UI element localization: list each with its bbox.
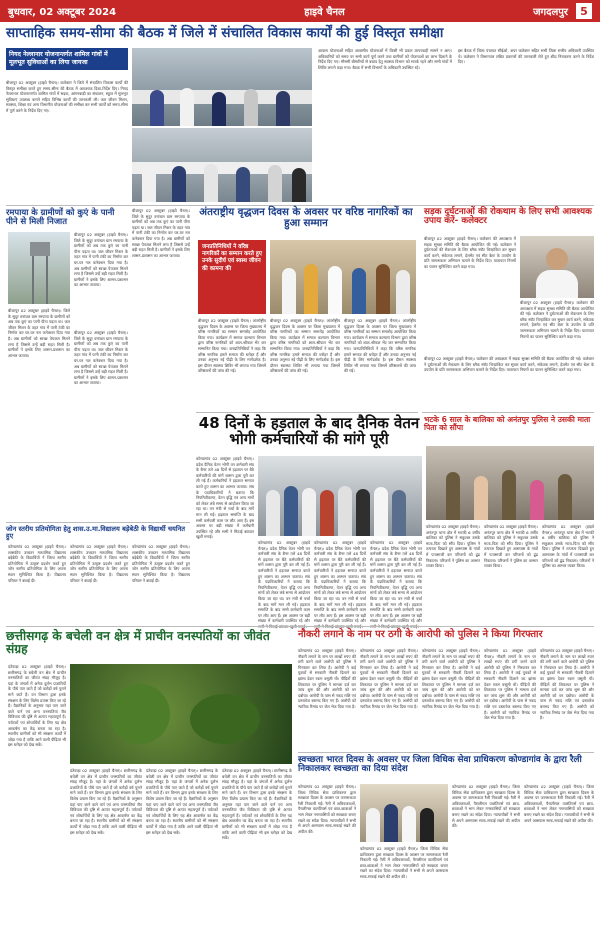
- divider: [6, 205, 594, 206]
- article-8-body-3: दंतेवाड़ा 02 अक्टूबर (हाइवे चैनल)। छत्तीसगढ़ के बचेली वन क्षेत्र में प्राचीन वनस्पतियों का जीवंत संग्रह मौजूद है। यहां के जंगलों में अनेक दुर्लभ प्रजातियों के पौधे पाए जाते हैं जो करोड़ों वर्ष पुराने माने जाते हैं। वन विभाग द्वारा इनके संरक्षण के लिए विशेष प्रयास किए जा रहे हैं। वैज्ञानिकों के अनुसार यहां पाए जाने वाले फर्न एवं अन्य वनस्पतियां जैव विविधता की दृष्टि से अत्यंत महत्वपूर्ण हैं। पर्यटकों एवं शोधार्थियों के लिए यह क्षेत्र आकर्षण का केंद्र बनता जा रहा है। स्थानीय ग्रामीणों को भी संरक्षण कार्यों में जोड़ा गया है ताकि आने वाली पीढ़ियां भी इस धरोहर को देख सकें।: [146, 768, 218, 835]
- article-1-subhead: नियद नेल्लानार योजनान्तर्गत शामिल गांवों में मूलभूत सुविधाओं का लिया जायजा: [6, 48, 128, 70]
- article-8-body-2: दंतेवाड़ा 02 अक्टूबर (हाइवे चैनल)। छत्तीसगढ़ के बचेली वन क्षेत्र में प्राचीन वनस्पतियों का जीवंत संग्रह मौजूद है। यहां के जंगलों में अनेक दुर्लभ प्रजातियों के पौधे पाए जाते हैं जो करोड़ों वर्ष पुराने माने जाते हैं। वन विभाग द्वारा इनके संरक्षण के लिए विशेष प्रयास किए जा रहे हैं। वैज्ञानिकों के अनुसार यहां पाए जाने वाले फर्न एवं अन्य वनस्पतियां जैव विविधता की दृष्टि से अत्यंत महत्वपूर्ण हैं। पर्यटकों एवं शोधार्थियों के लिए यह क्षेत्र आकर्षण का केंद्र बनता जा रहा है। स्थानीय ग्रामीणों को भी संरक्षण कार्यों में जोड़ा गया है ताकि आने वाली पीढ़ियां भी इस धरोहर को देख सकें।: [70, 768, 142, 835]
- strike-photo: [258, 456, 422, 536]
- article-9-headline: नौकरी लगाने के नाम पर ठगी के आरोपी को पुलिस ने किया गिरफ्तार: [298, 629, 543, 640]
- article-1-body: बीजापुर 02 अक्टूबर (हाइवे चैनल)। कलेक्टर ने जिले में संचालित विकास कार्यों की विस्तृत समीक्षा करते हुए समय-सीमा की बैठक में आवश्यक दिशा-निर्देश दिए। नियद नेल्लानार योजनान्तर्गत शामिल गांवों में सड़क, आंगनबाड़ी का संचालन, स्कूल में मूलभूत सुविधाएं उपलब्ध कराने सहित विभिन्न कार्यों की जानकारी ली। जल जीवन मिशन, स्वास्थ्य, शिक्षा एवं अन्य विभागीय योजनाओं की समीक्षा कर सभी कार्यों को समय-सीमा में पूर्ण करने के निर्देश दिए गए।: [6, 80, 128, 113]
- article-1-body-2: आवास योजनाओं सहित आवासीय योजनाओं में किसी भी प्रकार लापरवाही सामने न आए। अधिकारियों को समय पर सभी कार्य पूर्ण करने तथा ग्रामीणों को योजनाओं का लाभ दिलाने के निर्देश दिए गए। मौसमी बीमारियों से बचाव हेतु स्वास्थ्य विभाग को सतर्क रहने और सभी गांवों में शिविर लगाने कहा गया। बैठक में सभी विभागों के अधिकारी उपस्थित रहे।: [318, 48, 452, 70]
- article-7-body-3: कोण्डागांव 02 अक्टूबर (हाइवे चैनल)। प्रदेश दैनिक वेतन भोगी वन कर्मचारी संघ के बैनर तले 48 दिनों से हड़ताल पर बैठे कर्मचारियों की मांगें शासन द्वारा पूरी कर ली गई हैं। कर्मचारियों ने हड़ताल समाप्त करते हुए शासन का आभार जताया। संघ के पदाधिकारियों ने बताया कि नियमितीकरण, वेतन वृद्धि एवं अन्य मांगों को लेकर लंबे समय से आंदोलन किया जा रहा था। वन मंत्री से चर्चा के बाद मांगें मान ली गईं। हड़ताल समाप्ति के बाद सभी कर्मचारी काम पर लौट आए हैं। इस अवसर पर बड़ी संख्या में कर्मचारी उपस्थित रहे और: [314, 540, 366, 624]
- article-7-headline: 48 दिनों के हड़ताल के बाद दैनिक वेतन भोगी कर्मचारियों की मांगे पूरी: [198, 414, 420, 448]
- article-4-body-1: बीजापुर 02 अक्टूबर (हाइवे चैनल)। अंतर्राष्ट्रीय वृद्धजन दिवस के अवसर पर जिला मुख्यालय में वरिष्ठ नागरिकों का सम्मान समारोह आयोजित किया गया। कार्यक्रम में समाज कल्याण विभाग द्वारा वरिष्ठ नागरिकों को शाल-श्रीफल भेंट कर सम्मानित किया गया। जनप्रतिनिधियों ने कहा कि वरिष्ठ नागरिक हमारे समाज की धरोहर हैं और उनका अनुभव नई पीढ़ी के लिए मार्गदर्शक है। इस दौरान स्वास्थ्य शिविर भी लगाया गया जिसमें वरिष्ठजनों की जांच की गई।: [198, 318, 266, 374]
- article-10-headline: स्वच्छता भारत दिवस के अवसर पर जिला विधिक सेवा प्राधिकरण कोण्डागांव के द्वारा रैली निकालकर स्वच्छता का दिया संदेश: [298, 755, 582, 775]
- collector-photo: [520, 236, 594, 298]
- meeting-photo-2: [132, 128, 312, 202]
- article-10-body-4: कोण्डागांव 02 अक्टूबर (हाइवे चैनल)। जिला विधिक सेवा प्राधिकरण द्वारा स्वच्छता दिवस के अवसर पर जागरूकता रैली निकाली गई। रैली में अधिवक्ताओं, पैरालीगल वालंटियर्स एवं छात्र-छात्राओं ने भाग लेकर नगरवासियों को स्वच्छता बनाए रखने का संदेश दिया। न्यायाधीशों ने सभी से अपने आसपास साफ-सफाई रखने की अपील की।: [524, 784, 594, 823]
- article-9-body-3: कोण्डागांव 02 अक्टूबर (हाइवे चैनल)। नौकरी लगाने के नाम पर लाखों रुपए की ठगी करने वाले आरोपी को पुलिस ने गिरफ्तार कर लिया है। आरोपी ने कई युवकों से सरकारी नौकरी दिलाने का झांसा देकर रकम वसूली थी। पीड़ितों की शिकायत पर पुलिस ने मामला दर्ज कर जांच शुरू की और आरोपी को धर दबोचा। आरोपी के पास से नकद राशि एवं दस्तावेज बरामद किए गए हैं। आरोपी को न्यायिक रिमांड पर जेल भेज दिया गया है।: [422, 648, 480, 709]
- article-8-body-4: दंतेवाड़ा 02 अक्टूबर (हाइवे चैनल)। छत्तीसगढ़ के बचेली वन क्षेत्र में प्राचीन वनस्पतियों का जीवंत संग्रह मौजूद है। यहां के जंगलों में अनेक दुर्लभ प्रजातियों के पौधे पाए जाते हैं जो करोड़ों वर्ष पुराने माने जाते हैं। वन विभाग द्वारा इनके संरक्षण के लिए विशेष प्रयास किए जा रहे हैं। वैज्ञानिकों के अनुसार यहां पाए जाने वाले फर्न एवं अन्य वनस्पतियां जैव विविधता की दृष्टि से अत्यंत महत्वपूर्ण हैं। पर्यटकों एवं शोधार्थियों के लिए यह क्षेत्र आकर्षण का केंद्र बनता जा रहा है। स्थानीय ग्रामीणों को भी संरक्षण कार्यों में जोड़ा गया है ताकि आने वाली पीढ़ियां भी इस धरोहर को देख सकें।: [222, 768, 292, 841]
- issue-date: बुधवार, 02 अक्टूबर 2024: [8, 7, 117, 18]
- article-2-body-2: बीजापुर 02 अक्टूबर (हाइवे चैनल)। जिले के सुदूर वनांचल ग्राम रमपाया के ग्रामीणों को अब तक कुएं का पानी पीना पड़ता था। जल जीवन मिशन के तहत गांव में पानी टंकी का निर्माण कर घर-घर नल कनेक्शन दिया गया है। अब ग्रामीणों को स्वच्छ पेयजल मिलने लगा है जिससे उन्हें बड़ी राहत मिली है। ग्रामीणों ने इसके लिए शासन-प्रशासन का आभार जताया।: [8, 308, 70, 358]
- article-6-body-2: कोण्डागांव 02 अक्टूबर (हाइवे चैनल)। अनंतपुर थाना क्षेत्र में भटकी 6 वर्षीय बालिका को पुलिस ने सकुशल उसके माता-पिता को सौंप दिया। पुलिस ने तत्परता दिखाते हुए आसपास के गांवों में पतासाजी कर परिजनों को ढूंढ निकाला। परिजनों ने पुलिस का आभार व्यक्त किया।: [484, 524, 538, 569]
- article-5-body-1: बीजापुर 02 अक्टूबर (हाइवे चैनल)। कलेक्टर की अध्यक्षता में सड़क सुरक्षा समिति की बैठक आयोजित की गई। कलेक्टर ने दुर्घटनाओं की रोकथाम के लिए ब्लैक स्पॉट चिन्हांकित कर सुधार कार्य करने, संकेतक लगाने, हेलमेट एवं सीट बेल्ट के उपयोग के प्रति जागरूकता अभियान चलाने के निर्देश दिए। यातायात नियमों का पालन सुनिश्चित करने कहा गया।: [424, 236, 516, 269]
- article-4-box: जनप्रतिनिधियों ने वरिष्ठ नागरिकों का सम्मान करते हुए उनके सुदीर्घ एवं स्वस्थ जीवन की कामना की: [198, 240, 266, 314]
- article-6-body-3: कोण्डागांव 02 अक्टूबर (हाइवे चैनल)। अनंतपुर थाना क्षेत्र में भटकी 6 वर्षीय बालिका को पुलिस ने सकुशल उसके माता-पिता को सौंप दिया। पुलिस ने तत्परता दिखाते हुए आसपास के गांवों में पतासाजी कर परिजनों को ढूंढ निकाला। परिजनों ने पुलिस का आभार व्यक्त किया।: [542, 524, 594, 569]
- page-number: 5: [576, 3, 592, 19]
- article-5-headline: सड़क दुर्घटनाओं की रोकथाम के लिए सभी आवश्यक उपाय करें- कलेक्टर: [424, 207, 592, 227]
- article-3-body-3: कोण्डागांव 02 अक्टूबर (हाइवे चैनल)। शासकीय उच्चतर माध्यमिक विद्यालय बड़ेबेठी के विद्यार्थियों ने जिला स्तरीय प्रतियोगिता में उत्कृष्ट प्रदर्शन करते हुए जोन स्तरीय प्रतियोगिता के लिए अपना स्थान सुनिश्चित किया है। विद्यालय परिवार ने बधाई दी।: [132, 544, 190, 583]
- water-tank-photo: [8, 232, 70, 304]
- senior-citizens-photo: [270, 240, 416, 314]
- city-name: जगदलपुर: [533, 7, 568, 18]
- article-9-body-1: कोण्डागांव 02 अक्टूबर (हाइवे चैनल)। नौकरी लगाने के नाम पर लाखों रुपए की ठगी करने वाले आरोपी को पुलिस ने गिरफ्तार कर लिया है। आरोपी ने कई युवकों से सरकारी नौकरी दिलाने का झांसा देकर रकम वसूली थी। पीड़ितों की शिकायत पर पुलिस ने मामला दर्ज कर जांच शुरू की और आरोपी को धर दबोचा। आरोपी के पास से नकद राशि एवं दस्तावेज बरामद किए गए हैं। आरोपी को न्यायिक रिमांड पर जेल भेज दिया गया है।: [298, 648, 356, 709]
- article-3-headline: जोन स्तरीय प्रतियोगिता हेतु शास.उ.मा.विद्यालय बड़ेबेठी के विद्यार्थी चयनित हुए: [6, 525, 185, 540]
- article-1-body-3: इस बैठक में जिला पंचायत सीईओ, अपर कलेक्टर सहित सभी जिला स्तरीय अधिकारी उपस्थित थे। कलेक्टर ने विभागवार लंबित प्रकरणों की जानकारी लेते हुए शीघ्र निराकरण करने के निर्देश दिए।: [458, 48, 594, 65]
- article-10-body-2: कोण्डागांव 02 अक्टूबर (हाइवे चैनल)। जिला विधिक सेवा प्राधिकरण द्वारा स्वच्छता दिवस के अवसर पर जागरूकता रैली निकाली गई। रैली में अधिवक्ताओं, पैरालीगल वालंटियर्स एवं छात्र-छात्राओं ने भाग लेकर नगरवासियों को स्वच्छता बनाए रखने का संदेश दिया। न्यायाधीशों ने सभी से अपने आसपास साफ-सफाई रखने की अपील की।: [360, 846, 448, 879]
- article-7-body-2: कोण्डागांव 02 अक्टूबर (हाइवे चैनल)। प्रदेश दैनिक वेतन भोगी वन कर्मचारी संघ के बैनर तले 48 दिनों से हड़ताल पर बैठे कर्मचारियों की मांगें शासन द्वारा पूरी कर ली गई हैं। कर्मचारियों ने हड़ताल समाप्त करते हुए शासन का आभार जताया। संघ के पदाधिकारियों ने बताया कि नियमितीकरण, वेतन वृद्धि एवं अन्य मांगों को लेकर लंबे समय से आंदोलन किया जा रहा था। वन मंत्री से चर्चा के बाद मांगें मान ली गईं। हड़ताल समाप्ति के बाद सभी कर्मचारी काम पर लौट आए हैं। इस अवसर पर बड़ी संख्या में कर्मचारी उपस्थित रहे और: [258, 540, 310, 624]
- article-6-body-1: कोण्डागांव 02 अक्टूबर (हाइवे चैनल)। अनंतपुर थाना क्षेत्र में भटकी 6 वर्षीय बालिका को पुलिस ने सकुशल उसके माता-पिता को सौंप दिया। पुलिस ने तत्परता दिखाते हुए आसपास के गांवों में पतासाजी कर परिजनों को ढूंढ निकाला। परिजनों ने पुलिस का आभार व्यक्त किया।: [426, 524, 480, 569]
- article-9-body-5: कोण्डागांव 02 अक्टूबर (हाइवे चैनल)। नौकरी लगाने के नाम पर लाखों रुपए की ठगी करने वाले आरोपी को पुलिस ने गिरफ्तार कर लिया है। आरोपी ने कई युवकों से सरकारी नौकरी दिलाने का झांसा देकर रकम वसूली थी। पीड़ितों की शिकायत पर पुलिस ने मामला दर्ज कर जांच शुरू की और आरोपी को धर दबोचा। आरोपी के पास से नकद राशि एवं दस्तावेज बरामद किए गए हैं। आरोपी को न्यायिक रिमांड पर जेल भेज दिया गया है।: [540, 648, 594, 721]
- article-9-body-4: कोण्डागांव 02 अक्टूबर (हाइवे चैनल)। नौकरी लगाने के नाम पर लाखों रुपए की ठगी करने वाले आरोपी को पुलिस ने गिरफ्तार कर लिया है। आरोपी ने कई युवकों से सरकारी नौकरी दिलाने का झांसा देकर रकम वसूली थी। पीड़ितों की शिकायत पर पुलिस ने मामला दर्ज कर जांच शुरू की और आरोपी को धर दबोचा। आरोपी के पास से नकद राशि एवं दस्तावेज बरामद किए गए हैं। आरोपी को न्यायिक रिमांड पर जेल भेज दिया गया है।: [484, 648, 536, 721]
- article-8-body-1: दंतेवाड़ा 02 अक्टूबर (हाइवे चैनल)। छत्तीसगढ़ के बचेली वन क्षेत्र में प्राचीन वनस्पतियों का जीवंत संग्रह मौजूद है। यहां के जंगलों में अनेक दुर्लभ प्रजातियों के पौधे पाए जाते हैं जो करोड़ों वर्ष पुराने माने जाते हैं। वन विभाग द्वारा इनके संरक्षण के लिए विशेष प्रयास किए जा रहे हैं। वैज्ञानिकों के अनुसार यहां पाए जाने वाले फर्न एवं अन्य वनस्पतियां जैव विविधता की दृष्टि से अत्यंत महत्वपूर्ण हैं। पर्यटकों एवं शोधार्थियों के लिए यह क्षेत्र आकर्षण का केंद्र बनता जा रहा है। स्थानीय ग्रामीणों को भी संरक्षण कार्यों में जोड़ा गया है ताकि आने वाली पीढ़ियां भी इस धरोहर को देख सकें।: [8, 664, 66, 748]
- article-10-body-3: कोण्डागांव 02 अक्टूबर (हाइवे चैनल)। जिला विधिक सेवा प्राधिकरण द्वारा स्वच्छता दिवस के अवसर पर जागरूकता रैली निकाली गई। रैली में अधिवक्ताओं, पैरालीगल वालंटियर्स एवं छात्र-छात्राओं ने भाग लेकर नगरवासियों को स्वच्छता बनाए रखने का संदेश दिया। न्यायाधीशों ने सभी से अपने आसपास साफ-सफाई रखने की अपील की।: [452, 784, 520, 829]
- article-4-body-2: बीजापुर 02 अक्टूबर (हाइवे चैनल)। अंतर्राष्ट्रीय वृद्धजन दिवस के अवसर पर जिला मुख्यालय में वरिष्ठ नागरिकों का सम्मान समारोह आयोजित किया गया। कार्यक्रम में समाज कल्याण विभाग द्वारा वरिष्ठ नागरिकों को शाल-श्रीफल भेंट कर सम्मानित किया गया। जनप्रतिनिधियों ने कहा कि वरिष्ठ नागरिक हमारे समाज की धरोहर हैं और उनका अनुभव नई पीढ़ी के लिए मार्गदर्शक है। इस दौरान स्वास्थ्य शिविर भी लगाया गया जिसमें वरिष्ठजनों की जांच की गई।: [270, 318, 340, 374]
- rally-photo: [360, 784, 448, 842]
- article-2-body-4: बीजापुर 02 अक्टूबर (हाइवे चैनल)। जिले के सुदूर वनांचल ग्राम रमपाया के ग्रामीणों को अब तक कुएं का पानी पीना पड़ता था। जल जीवन मिशन के तहत गांव में पानी टंकी का निर्माण कर घर-घर नल कनेक्शन दिया गया है। अब ग्रामीणों को स्वच्छ पेयजल मिलने लगा है जिससे उन्हें बड़ी राहत मिली है। ग्रामीणों ने इसके लिए शासन-प्रशासन का आभार जताया।: [132, 208, 190, 258]
- article-7-body-4: कोण्डागांव 02 अक्टूबर (हाइवे चैनल)। प्रदेश दैनिक वेतन भोगी वन कर्मचारी संघ के बैनर तले 48 दिनों से हड़ताल पर बैठे कर्मचारियों की मांगें शासन द्वारा पूरी कर ली गई हैं। कर्मचारियों ने हड़ताल समाप्त करते हुए शासन का आभार जताया। संघ के पदाधिकारियों ने बताया कि नियमितीकरण, वेतन वृद्धि एवं अन्य मांगों को लेकर लंबे समय से आंदोलन किया जा रहा था। वन मंत्री से चर्चा के बाद मांगें मान ली गईं। हड़ताल समाप्ति के बाद सभी कर्मचारी काम पर लौट आए हैं। इस अवसर पर बड़ी संख्या में कर्मचारी उपस्थित रहे और: [370, 540, 422, 624]
- article-1-headline: साप्ताहिक समय-सीमा की बैठक में जिले में संचालित विकास कार्यों की हुई विस्तृत समीक्षा: [6, 25, 444, 41]
- forest-plants-photo: [70, 664, 292, 764]
- article-2-headline: रमपाया के ग्रामीणों को कुएं के पानी पीने से मिली निजात: [6, 207, 115, 226]
- article-8-headline: छत्तीसगढ़ के बचेली वन क्षेत्र में प्राचीन वनस्पतियों का जीवंत संग्रह: [6, 629, 270, 656]
- article-2-body-1: बीजापुर 02 अक्टूबर (हाइवे चैनल)। जिले के सुदूर वनांचल ग्राम रमपाया के ग्रामीणों को अब तक कुएं का पानी पीना पड़ता था। जल जीवन मिशन के तहत गांव में पानी टंकी का निर्माण कर घर-घर नल कनेक्शन दिया गया है। अब ग्रामीणों को स्वच्छ पेयजल मिलने लगा है जिससे उन्हें बड़ी राहत मिली है। ग्रामीणों ने इसके लिए शासन-प्रशासन का आभार जताया।: [74, 232, 128, 288]
- masthead: [0, 0, 600, 22]
- article-2-body-3: बीजापुर 02 अक्टूबर (हाइवे चैनल)। जिले के सुदूर वनांचल ग्राम रमपाया के ग्रामीणों को अब तक कुएं का पानी पीना पड़ता था। जल जीवन मिशन के तहत गांव में पानी टंकी का निर्माण कर घर-घर नल कनेक्शन दिया गया है। अब ग्रामीणों को स्वच्छ पेयजल मिलने लगा है जिससे उन्हें बड़ी राहत मिली है। ग्रामीणों ने इसके लिए शासन-प्रशासन का आभार जताया।: [74, 330, 128, 386]
- article-5-body-3: बीजापुर 02 अक्टूबर (हाइवे चैनल)। कलेक्टर की अध्यक्षता में सड़क सुरक्षा समिति की बैठक आयोजित की गई। कलेक्टर ने दुर्घटनाओं की रोकथाम के लिए ब्लैक स्पॉट चिन्हांकित कर सुधार कार्य करने, संकेतक लगाने, हेलमेट एवं सीट बेल्ट के उपयोग के प्रति जागरूकता अभियान चलाने के निर्देश दिए। यातायात नियमों का पालन सुनिश्चित करने कहा गया।: [424, 356, 594, 373]
- police-photo: [426, 446, 594, 520]
- article-6-headline: भटके 6 साल के बालिका को अनंतपुर पुलिस ने उसकी माता पिता को सौंपा: [424, 415, 591, 432]
- article-7-body-1: कोण्डागांव 02 अक्टूबर (हाइवे चैनल)। प्रदेश दैनिक वेतन भोगी वन कर्मचारी संघ के बैनर तले 48 दिनों से हड़ताल पर बैठे कर्मचारियों की मांगें शासन द्वारा पूरी कर ली गई हैं। कर्मचारियों ने हड़ताल समाप्त करते हुए शासन का आभार जताया। संघ के पदाधिकारियों ने बताया कि नियमितीकरण, वेतन वृद्धि एवं अन्य मांगों को लेकर लंबे समय से आंदोलन किया जा रहा था। वन मंत्री से चर्चा के बाद मांगें मान ली गईं। हड़ताल समाप्ति के बाद सभी कर्मचारी काम पर लौट आए हैं। इस अवसर पर बड़ी संख्या में कर्मचारी उपस्थित रहे और सभी ने मिठाई बांटकर खुशी मनाई।: [196, 456, 254, 540]
- article-4-headline: अंतराष्ट्रीय वृद्धजन दिवस के अवसर पर वरिष्ठ नागरिकों का हुआ सम्मान: [199, 207, 413, 229]
- article-5-body-2: बीजापुर 02 अक्टूबर (हाइवे चैनल)। कलेक्टर की अध्यक्षता में सड़क सुरक्षा समिति की बैठक आयोजित की गई। कलेक्टर ने दुर्घटनाओं की रोकथाम के लिए ब्लैक स्पॉट चिन्हांकित कर सुधार कार्य करने, संकेतक लगाने, हेलमेट एवं सीट बेल्ट के उपयोग के प्रति जागरूकता अभियान चलाने के निर्देश दिए। यातायात नियमों का पालन सुनिश्चित करने कहा गया।: [520, 300, 594, 339]
- article-3-body-2: कोण्डागांव 02 अक्टूबर (हाइवे चैनल)। शासकीय उच्चतर माध्यमिक विद्यालय बड़ेबेठी के विद्यार्थियों ने जिला स्तरीय प्रतियोगिता में उत्कृष्ट प्रदर्शन करते हुए जोन स्तरीय प्रतियोगिता के लिए अपना स्थान सुनिश्चित किया है। विद्यालय परिवार ने बधाई दी।: [70, 544, 128, 583]
- article-4-body-3: बीजापुर 02 अक्टूबर (हाइवे चैनल)। अंतर्राष्ट्रीय वृद्धजन दिवस के अवसर पर जिला मुख्यालय में वरिष्ठ नागरिकों का सम्मान समारोह आयोजित किया गया। कार्यक्रम में समाज कल्याण विभाग द्वारा वरिष्ठ नागरिकों को शाल-श्रीफल भेंट कर सम्मानित किया गया। जनप्रतिनिधियों ने कहा कि वरिष्ठ नागरिक हमारे समाज की धरोहर हैं और उनका अनुभव नई पीढ़ी के लिए मार्गदर्शक है। इस दौरान स्वास्थ्य शिविर भी लगाया गया जिसमें वरिष्ठजनों की जांच की गई।: [344, 318, 416, 374]
- paper-name: हाइवे चैनल: [304, 7, 345, 18]
- article-9-body-2: कोण्डागांव 02 अक्टूबर (हाइवे चैनल)। नौकरी लगाने के नाम पर लाखों रुपए की ठगी करने वाले आरोपी को पुलिस ने गिरफ्तार कर लिया है। आरोपी ने कई युवकों से सरकारी नौकरी दिलाने का झांसा देकर रकम वसूली थी। पीड़ितों की शिकायत पर पुलिस ने मामला दर्ज कर जांच शुरू की और आरोपी को धर दबोचा। आरोपी के पास से नकद राशि एवं दस्तावेज बरामद किए गए हैं। आरोपी को न्यायिक रिमांड पर जेल भेज दिया गया है।: [360, 648, 418, 709]
- meeting-photo-1: [132, 48, 312, 126]
- article-3-body-1: कोण्डागांव 02 अक्टूबर (हाइवे चैनल)। शासकीय उच्चतर माध्यमिक विद्यालय बड़ेबेठी के विद्यार्थियों ने जिला स्तरीय प्रतियोगिता में उत्कृष्ट प्रदर्शन करते हुए जोन स्तरीय प्रतियोगिता के लिए अपना स्थान सुनिश्चित किया है। विद्यालय परिवार ने बधाई दी।: [8, 544, 66, 583]
- article-10-body-1: कोण्डागांव 02 अक्टूबर (हाइवे चैनल)। जिला विधिक सेवा प्राधिकरण द्वारा स्वच्छता दिवस के अवसर पर जागरूकता रैली निकाली गई। रैली में अधिवक्ताओं, पैरालीगल वालंटियर्स एवं छात्र-छात्राओं ने भाग लेकर नगरवासियों को स्वच्छता बनाए रखने का संदेश दिया। न्यायाधीशों ने सभी से अपने आसपास साफ-सफाई रखने की अपील की।: [298, 784, 356, 834]
